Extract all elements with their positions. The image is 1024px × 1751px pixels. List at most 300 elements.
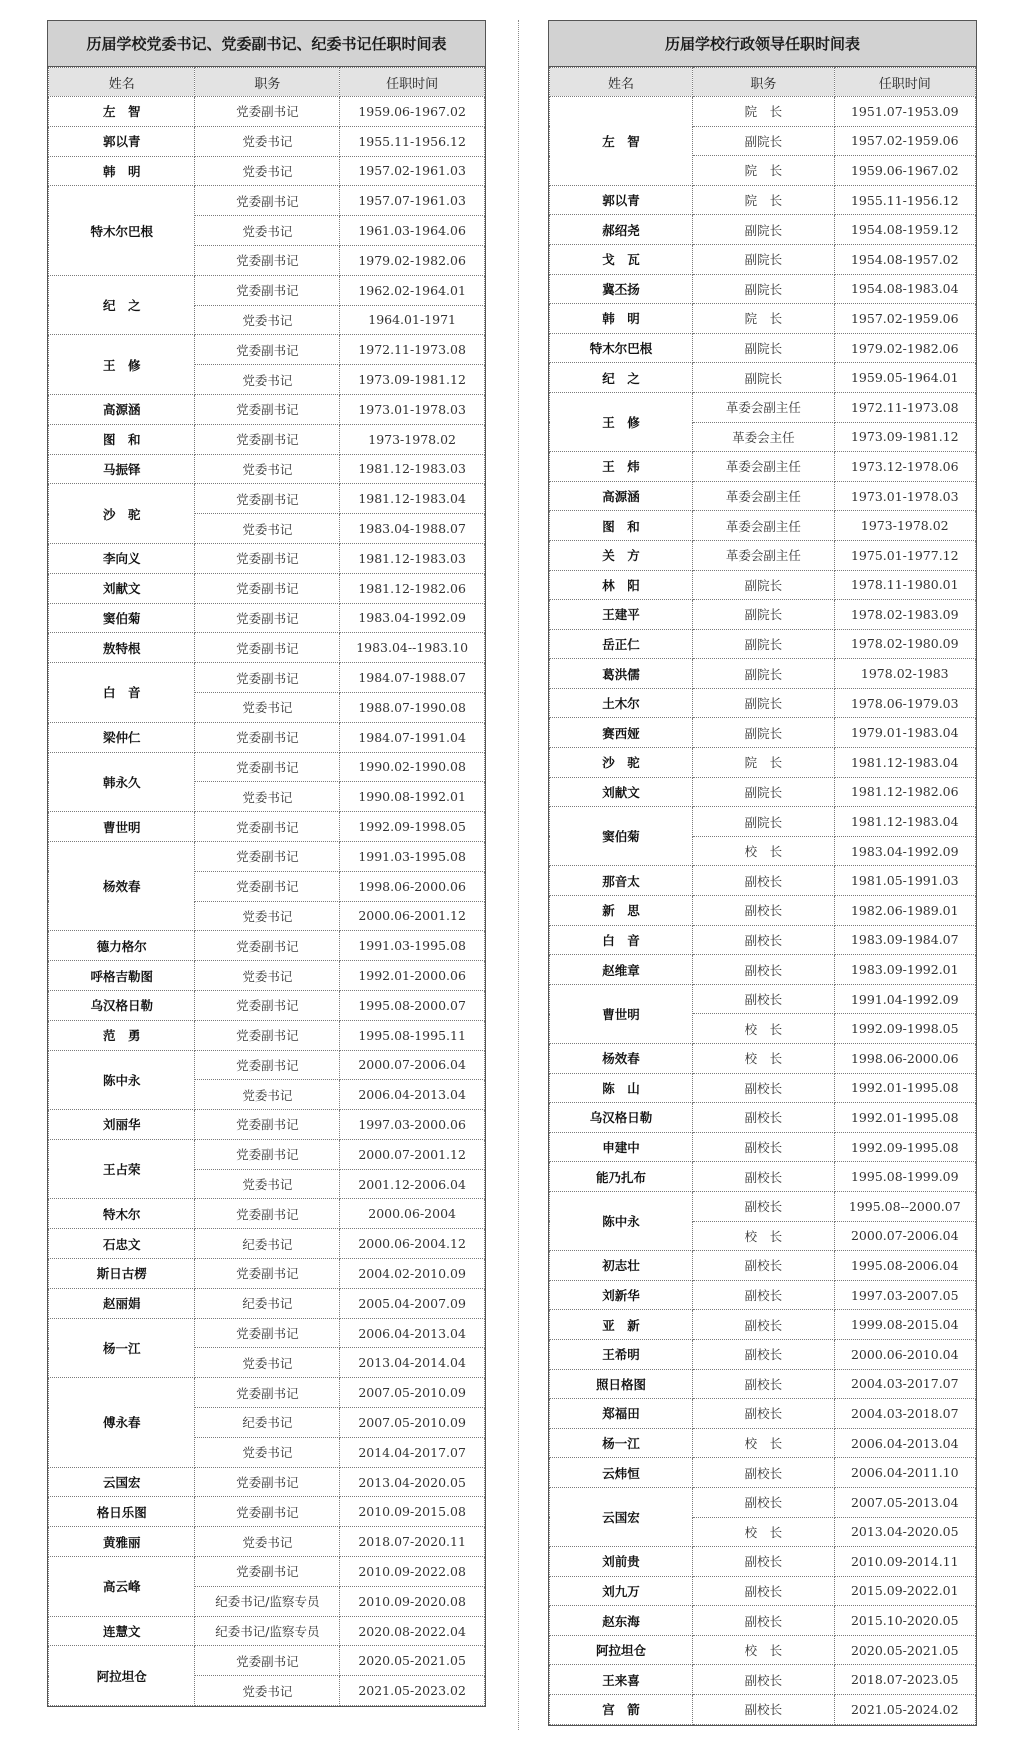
table-row [550, 955, 976, 985]
position-cell: 党委副书记 [195, 573, 340, 603]
person-name-cell: 郝绍尧 [550, 215, 693, 245]
position-cell: 党委副书记 [195, 335, 340, 365]
position-cell: 党委副书记 [195, 1557, 340, 1587]
person-name-cell: 刘献文 [49, 573, 195, 603]
person-name-cell: 纪 之 [49, 275, 195, 335]
admin-table-frame [548, 67, 977, 1726]
person-name-cell: 陈 山 [550, 1073, 693, 1103]
position-cell: 副院长 [693, 570, 834, 600]
header-name: 姓名 [550, 68, 693, 97]
position-cell: 党委副书记 [195, 1259, 340, 1289]
header-term: 任职时间 [340, 68, 485, 97]
position-cell: 党委书记 [195, 1169, 340, 1199]
term-cell: 1978.11-1980.01 [834, 570, 975, 600]
person-name-cell: 高云峰 [49, 1557, 195, 1617]
term-cell: 1973-1978.02 [834, 511, 975, 541]
admin-leaders-table [549, 67, 976, 1725]
position-cell: 纪委书记 [195, 1408, 340, 1438]
table-row [49, 1557, 485, 1587]
position-cell: 党委书记 [195, 126, 340, 156]
position-cell: 副院长 [693, 363, 834, 393]
party-table-body [49, 97, 485, 1706]
person-name-cell: 王 炜 [550, 452, 693, 482]
term-cell: 1951.07-1953.09 [834, 97, 975, 127]
table-row [49, 1497, 485, 1527]
person-name-cell: 左 智 [49, 97, 195, 127]
table-row [49, 722, 485, 752]
person-name-cell: 范 勇 [49, 1020, 195, 1050]
person-name-cell: 戈 瓦 [550, 244, 693, 274]
table-row [49, 1288, 485, 1318]
table-row [49, 1318, 485, 1348]
table-row [550, 1458, 976, 1488]
person-name-cell: 李向义 [49, 543, 195, 573]
position-cell: 党委副书记 [195, 871, 340, 901]
position-cell: 副院长 [693, 777, 834, 807]
person-name-cell: 王希明 [550, 1339, 693, 1369]
position-cell: 党委书记 [195, 514, 340, 544]
term-cell: 1979.02-1982.06 [834, 333, 975, 363]
person-name-cell: 格日乐图 [49, 1497, 195, 1527]
term-cell: 1988.07-1990.08 [340, 692, 485, 722]
term-cell: 1981.12-1983.04 [834, 807, 975, 837]
person-name-cell: 王 修 [550, 392, 693, 451]
position-cell: 党委副书记 [195, 990, 340, 1020]
table-row [49, 454, 485, 484]
position-cell: 党委书记 [195, 1348, 340, 1378]
position-cell: 党委副书记 [195, 663, 340, 693]
position-cell: 副院长 [693, 244, 834, 274]
term-cell: 1992.01-1995.08 [834, 1103, 975, 1133]
table-row [49, 1050, 485, 1080]
person-name-cell: 王 修 [49, 335, 195, 395]
party-table-title: 历届学校党委书记、党委副书记、纪委书记任职时间表 [47, 20, 486, 67]
position-cell: 党委副书记 [195, 186, 340, 216]
position-cell: 副校长 [693, 1339, 834, 1369]
table-row [550, 629, 976, 659]
position-cell: 纪委书记/监察专员 [195, 1586, 340, 1616]
term-cell: 1978.02-1983 [834, 659, 975, 689]
position-cell: 校 长 [693, 1221, 834, 1251]
position-cell: 革委会副主任 [693, 540, 834, 570]
table-row [550, 333, 976, 363]
position-cell: 党委副书记 [195, 245, 340, 275]
table-row [550, 1369, 976, 1399]
term-cell: 2015.10-2020.05 [834, 1606, 975, 1636]
term-cell: 2000.06-2001.12 [340, 901, 485, 931]
panel-divider [518, 20, 519, 1730]
position-cell: 党委副书记 [195, 484, 340, 514]
person-name-cell: 能乃扎布 [550, 1162, 693, 1192]
term-cell: 1983.04-1992.09 [834, 836, 975, 866]
term-cell: 1990.02-1990.08 [340, 752, 485, 782]
person-name-cell: 梁仲仁 [49, 722, 195, 752]
table-row [550, 1428, 976, 1458]
table-row [550, 392, 976, 422]
position-cell: 副校长 [693, 1103, 834, 1133]
term-cell: 1973-1978.02 [340, 424, 485, 454]
table-row [550, 185, 976, 215]
admin-table-body [550, 97, 976, 1725]
person-name-cell: 马振铎 [49, 454, 195, 484]
term-cell: 1981.12-1982.06 [340, 573, 485, 603]
position-cell: 革委会副主任 [693, 481, 834, 511]
position-cell: 院 长 [693, 97, 834, 127]
person-name-cell: 曹世明 [550, 984, 693, 1043]
person-name-cell: 杨一江 [550, 1428, 693, 1458]
term-cell: 1975.01-1977.12 [834, 540, 975, 570]
person-name-cell: 左 智 [550, 97, 693, 186]
table-row [49, 990, 485, 1020]
term-cell: 1962.02-1964.01 [340, 275, 485, 305]
position-cell: 革委会主任 [693, 422, 834, 452]
position-cell: 校 长 [693, 836, 834, 866]
position-cell: 副校长 [693, 1695, 834, 1725]
position-cell: 副校长 [693, 1191, 834, 1221]
position-cell: 院 长 [693, 156, 834, 186]
party-table-header-row [49, 68, 485, 97]
position-cell: 院 长 [693, 304, 834, 334]
person-name-cell: 高源涵 [550, 481, 693, 511]
person-name-cell: 纪 之 [550, 363, 693, 393]
term-cell: 2018.07-2023.05 [834, 1665, 975, 1695]
term-cell: 1954.08-1959.12 [834, 215, 975, 245]
person-name-cell: 王占荣 [49, 1139, 195, 1199]
table-row [49, 1378, 485, 1408]
term-cell: 2015.09-2022.01 [834, 1576, 975, 1606]
term-cell: 2010.09-2022.08 [340, 1557, 485, 1587]
position-cell: 副院长 [693, 215, 834, 245]
term-cell: 1979.02-1982.06 [340, 245, 485, 275]
term-cell: 1995.08-1995.11 [340, 1020, 485, 1050]
person-name-cell: 敖特根 [49, 633, 195, 663]
position-cell: 党委书记 [195, 365, 340, 395]
person-name-cell: 韩永久 [49, 752, 195, 812]
position-cell: 革委会副主任 [693, 511, 834, 541]
position-cell: 党委副书记 [195, 752, 340, 782]
person-name-cell: 林 阳 [550, 570, 693, 600]
term-cell: 1957.02-1959.06 [834, 126, 975, 156]
position-cell: 副院长 [693, 600, 834, 630]
position-cell: 革委会副主任 [693, 452, 834, 482]
person-name-cell: 连慧文 [49, 1616, 195, 1646]
term-cell: 1997.03-2000.06 [340, 1110, 485, 1140]
term-cell: 1973.12-1978.06 [834, 452, 975, 482]
term-cell: 2000.06-2004 [340, 1199, 485, 1229]
table-row [49, 97, 485, 127]
term-cell: 1957.02-1959.06 [834, 304, 975, 334]
table-row [49, 603, 485, 633]
term-cell: 1957.02-1961.03 [340, 156, 485, 186]
position-cell: 副校长 [693, 1399, 834, 1429]
term-cell: 2013.04-2020.05 [340, 1467, 485, 1497]
table-row [550, 1487, 976, 1517]
person-name-cell: 赵东海 [550, 1606, 693, 1636]
table-row [550, 1044, 976, 1074]
position-cell: 校 长 [693, 1428, 834, 1458]
term-cell: 2021.05-2024.02 [834, 1695, 975, 1725]
term-cell: 2007.05-2010.09 [340, 1408, 485, 1438]
term-cell: 2010.09-2014.11 [834, 1547, 975, 1577]
table-row [550, 1547, 976, 1577]
header-position: 职务 [693, 68, 834, 97]
term-cell: 1992.09-1998.05 [340, 812, 485, 842]
term-cell: 1983.09-1992.01 [834, 955, 975, 985]
term-cell: 1990.08-1992.01 [340, 782, 485, 812]
position-cell: 党委副书记 [195, 275, 340, 305]
table-row [550, 1251, 976, 1281]
person-name-cell: 新 思 [550, 896, 693, 926]
table-row [49, 1199, 485, 1229]
term-cell: 2001.12-2006.04 [340, 1169, 485, 1199]
person-name-cell: 特木尔巴根 [49, 186, 195, 275]
table-row [550, 1191, 976, 1221]
person-name-cell: 白 音 [49, 663, 195, 723]
table-row [550, 748, 976, 778]
table-row [49, 1229, 485, 1259]
table-row [550, 1576, 976, 1606]
table-row [49, 275, 485, 305]
position-cell: 党委书记 [195, 961, 340, 991]
term-cell: 2013.04-2014.04 [340, 1348, 485, 1378]
person-name-cell: 郭以青 [550, 185, 693, 215]
term-cell: 2010.09-2015.08 [340, 1497, 485, 1527]
table-row [550, 570, 976, 600]
table-row [49, 633, 485, 663]
table-row [550, 540, 976, 570]
position-cell: 党委书记 [195, 1676, 340, 1706]
term-cell: 1973.01-1978.03 [834, 481, 975, 511]
position-cell: 党委书记 [195, 692, 340, 722]
table-row [49, 752, 485, 782]
term-cell: 2000.06-2004.12 [340, 1229, 485, 1259]
person-name-cell: 那音太 [550, 866, 693, 896]
term-cell: 1955.11-1956.12 [340, 126, 485, 156]
term-cell: 1981.12-1983.03 [340, 543, 485, 573]
person-name-cell: 阿拉坦仓 [49, 1646, 195, 1706]
term-cell: 1995.08-1999.09 [834, 1162, 975, 1192]
person-name-cell: 韩 明 [550, 304, 693, 334]
position-cell: 副校长 [693, 1487, 834, 1517]
position-cell: 党委副书记 [195, 722, 340, 752]
person-name-cell: 赵维章 [550, 955, 693, 985]
table-row [550, 1635, 976, 1665]
position-cell: 副院长 [693, 807, 834, 837]
person-name-cell: 呼格吉勒图 [49, 961, 195, 991]
term-cell: 2000.07-2001.12 [340, 1139, 485, 1169]
term-cell: 2007.05-2010.09 [340, 1378, 485, 1408]
party-table-frame [47, 67, 486, 1707]
term-cell: 1997.03-2007.05 [834, 1280, 975, 1310]
term-cell: 1954.08-1983.04 [834, 274, 975, 304]
term-cell: 1991.03-1995.08 [340, 931, 485, 961]
table-row [550, 984, 976, 1014]
position-cell: 党委书记 [195, 156, 340, 186]
position-cell: 革委会副主任 [693, 392, 834, 422]
term-cell: 2020.05-2021.05 [340, 1646, 485, 1676]
person-name-cell: 沙 驼 [550, 748, 693, 778]
person-name-cell: 刘丽华 [49, 1110, 195, 1140]
table-row [550, 244, 976, 274]
table-row [550, 1162, 976, 1192]
table-row [49, 931, 485, 961]
position-cell: 副院长 [693, 659, 834, 689]
term-cell: 1957.07-1961.03 [340, 186, 485, 216]
party-leaders-table [48, 67, 485, 1706]
term-cell: 1955.11-1956.12 [834, 185, 975, 215]
term-cell: 1995.08--2000.07 [834, 1191, 975, 1221]
table-row [550, 1310, 976, 1340]
position-cell: 党委副书记 [195, 543, 340, 573]
position-cell: 党委书记 [195, 1437, 340, 1467]
term-cell: 1998.06-2000.06 [340, 871, 485, 901]
person-name-cell: 白 音 [550, 925, 693, 955]
term-cell: 2006.04-2013.04 [340, 1080, 485, 1110]
position-cell: 纪委书记 [195, 1288, 340, 1318]
person-name-cell: 乌汉格日勒 [550, 1103, 693, 1133]
position-cell: 副校长 [693, 1310, 834, 1340]
position-cell: 副校长 [693, 1073, 834, 1103]
position-cell: 副校长 [693, 1369, 834, 1399]
position-cell: 副校长 [693, 925, 834, 955]
table-row [550, 688, 976, 718]
position-cell: 副校长 [693, 1251, 834, 1281]
person-name-cell: 云国宏 [550, 1487, 693, 1546]
term-cell: 2004.03-2018.07 [834, 1399, 975, 1429]
term-cell: 2007.05-2013.04 [834, 1487, 975, 1517]
person-name-cell: 云国宏 [49, 1467, 195, 1497]
person-name-cell: 德力格尔 [49, 931, 195, 961]
table-row [550, 1132, 976, 1162]
term-cell: 1991.04-1992.09 [834, 984, 975, 1014]
table-row [550, 659, 976, 689]
position-cell: 党委书记 [195, 1527, 340, 1557]
table-row [49, 543, 485, 573]
term-cell: 1972.11-1973.08 [340, 335, 485, 365]
term-cell: 2006.04-2013.04 [340, 1318, 485, 1348]
position-cell: 院 长 [693, 185, 834, 215]
position-cell: 党委副书记 [195, 1110, 340, 1140]
term-cell: 1981.12-1983.03 [340, 454, 485, 484]
term-cell: 1959.06-1967.02 [340, 97, 485, 127]
person-name-cell: 刘献文 [550, 777, 693, 807]
table-row [550, 925, 976, 955]
position-cell: 党委副书记 [195, 97, 340, 127]
position-cell: 副校长 [693, 1162, 834, 1192]
admin-leaders-table-panel [548, 20, 977, 1726]
table-row [49, 186, 485, 216]
person-name-cell: 石忠文 [49, 1229, 195, 1259]
table-row [550, 1280, 976, 1310]
term-cell: 1978.02-1980.09 [834, 629, 975, 659]
term-cell: 1992.01-2000.06 [340, 961, 485, 991]
table-row [550, 600, 976, 630]
table-row [49, 961, 485, 991]
person-name-cell: 郑福田 [550, 1399, 693, 1429]
table-row [550, 274, 976, 304]
term-cell: 1973.09-1981.12 [834, 422, 975, 452]
term-cell: 1991.03-1995.08 [340, 841, 485, 871]
table-row [550, 1073, 976, 1103]
person-name-cell: 照日格图 [550, 1369, 693, 1399]
person-name-cell: 乌汉格日勒 [49, 990, 195, 1020]
position-cell: 党委副书记 [195, 424, 340, 454]
position-cell: 党委副书记 [195, 841, 340, 871]
table-row [49, 841, 485, 871]
position-cell: 副校长 [693, 1132, 834, 1162]
person-name-cell: 图 和 [550, 511, 693, 541]
position-cell: 副院长 [693, 688, 834, 718]
term-cell: 2021.05-2023.02 [340, 1676, 485, 1706]
term-cell: 1981.12-1983.04 [834, 748, 975, 778]
person-name-cell: 特木尔 [49, 1199, 195, 1229]
term-cell: 1992.09-1998.05 [834, 1014, 975, 1044]
position-cell: 党委书记 [195, 901, 340, 931]
term-cell: 1978.06-1979.03 [834, 688, 975, 718]
position-cell: 副院长 [693, 126, 834, 156]
table-row [49, 484, 485, 514]
person-name-cell: 刘新华 [550, 1280, 693, 1310]
table-row [550, 97, 976, 127]
term-cell: 1984.07-1988.07 [340, 663, 485, 693]
table-row [550, 718, 976, 748]
table-row [550, 1665, 976, 1695]
term-cell: 1982.06-1989.01 [834, 896, 975, 926]
position-cell: 校 长 [693, 1044, 834, 1074]
table-row [49, 1616, 485, 1646]
term-cell: 1964.01-1971 [340, 305, 485, 335]
term-cell: 2018.07-2020.11 [340, 1527, 485, 1557]
term-cell: 2004.02-2010.09 [340, 1259, 485, 1289]
position-cell: 党委副书记 [195, 1020, 340, 1050]
table-row [550, 807, 976, 837]
term-cell: 1999.08-2015.04 [834, 1310, 975, 1340]
person-name-cell: 赛西娅 [550, 718, 693, 748]
position-cell: 党委副书记 [195, 1139, 340, 1169]
position-cell: 副校长 [693, 1665, 834, 1695]
term-cell: 1972.11-1973.08 [834, 392, 975, 422]
position-cell: 党委副书记 [195, 394, 340, 424]
person-name-cell: 傅永春 [49, 1378, 195, 1467]
person-name-cell: 特木尔巴根 [550, 333, 693, 363]
position-cell: 副校长 [693, 896, 834, 926]
term-cell: 1992.09-1995.08 [834, 1132, 975, 1162]
table-row [550, 1339, 976, 1369]
person-name-cell: 黄雅丽 [49, 1527, 195, 1557]
position-cell: 副校长 [693, 1547, 834, 1577]
term-cell: 2014.04-2017.07 [340, 1437, 485, 1467]
table-row [550, 777, 976, 807]
term-cell: 1983.04-1992.09 [340, 603, 485, 633]
term-cell: 2000.07-2006.04 [834, 1221, 975, 1251]
table-row [550, 1606, 976, 1636]
term-cell: 2006.04-2011.10 [834, 1458, 975, 1488]
person-name-cell: 韩 明 [49, 156, 195, 186]
position-cell: 党委书记 [195, 305, 340, 335]
person-name-cell: 窦伯菊 [49, 603, 195, 633]
position-cell: 党委副书记 [195, 603, 340, 633]
term-cell: 1983.09-1984.07 [834, 925, 975, 955]
person-name-cell: 王建平 [550, 600, 693, 630]
position-cell: 党委书记 [195, 782, 340, 812]
person-name-cell: 葛洪儒 [550, 659, 693, 689]
person-name-cell: 图 和 [49, 424, 195, 454]
person-name-cell: 斯日古楞 [49, 1259, 195, 1289]
position-cell: 党委副书记 [195, 812, 340, 842]
header-position: 职务 [195, 68, 340, 97]
term-cell: 2004.03-2017.07 [834, 1369, 975, 1399]
term-cell: 2000.07-2006.04 [340, 1050, 485, 1080]
